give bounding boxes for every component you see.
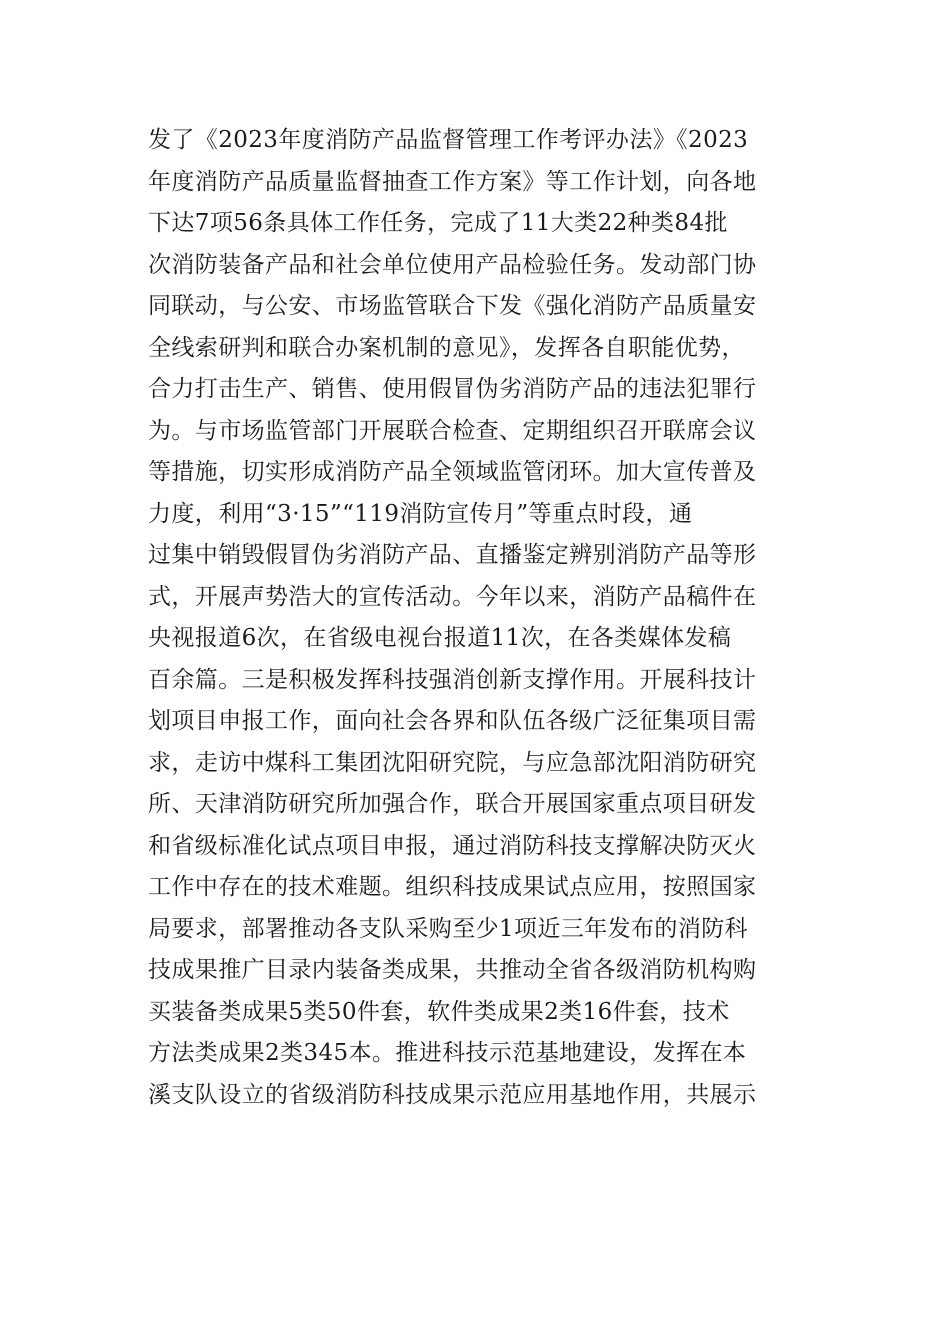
text-line: 等措施，切实形成消防产品全领域监管闭环。加大宣传普及 bbox=[148, 459, 757, 485]
text-line: 全线索研判和联合办案机制的意见》，发挥各自职能优势， bbox=[148, 334, 745, 361]
body-paragraph bbox=[148, 120, 818, 1116]
text-line: 工作中存在的技术难题。组织科技成果试点应用，按照国家 bbox=[148, 874, 757, 900]
text-line: 年度消防产品质量监督抽查工作方案》等工作计划，向各地 bbox=[148, 168, 757, 195]
text-line: 划项目申报工作，面向社会各界和队伍各级广泛征集项目需 bbox=[148, 708, 757, 734]
text-line: 局要求，部署推动各支队采购至少1项近三年发布的消防科 bbox=[148, 915, 749, 942]
text-line: 下达7项56条具体工作任务，完成了11大类22种类84批 bbox=[148, 210, 728, 236]
text-line: 合力打击生产、销售、使用假冒伪劣消防产品的违法犯罪行 bbox=[148, 376, 757, 402]
text-line: 和省级标准化试点项目申报，通过消防科技支撑解决防灭火 bbox=[148, 832, 757, 859]
text-line: 为。与市场监管部门开展联合检查、定期组织召开联席会议 bbox=[148, 417, 757, 444]
text-line: 力度，利用“3·15”“119消防宣传月”等重点时段，通 bbox=[148, 500, 693, 527]
text-line: 次消防装备产品和社会单位使用产品检验任务。发动部门协 bbox=[148, 251, 757, 278]
text-line: 所、天津消防研究所加强合作，联合开展国家重点项目研发 bbox=[148, 791, 757, 817]
text-line: 方法类成果2类345本。推进科技示范基地建设，发挥在本 bbox=[148, 1040, 747, 1066]
text-line: 买装备类成果5类50件套，软件类成果2类16件套，技术 bbox=[148, 998, 730, 1025]
text-line: 溪支队设立的省级消防科技成果示范应用基地作用，共展示 bbox=[148, 1081, 757, 1108]
text-line: 式，开展声势浩大的宣传活动。今年以来，消防产品稿件在 bbox=[148, 583, 757, 610]
text-line: 技成果推广目录内装备类成果，共推动全省各级消防机构购 bbox=[148, 957, 757, 983]
text-line: 发了《2023年度消防产品监督管理工作考评办法》《2023 bbox=[148, 127, 749, 153]
text-line: 百余篇。三是积极发挥科技强消创新支撑作用。开展科技计 bbox=[148, 666, 757, 693]
text-line: 央视报道6次，在省级电视台报道11次，在各类媒体发稿 bbox=[148, 625, 732, 651]
text-line: 过集中销毁假冒伪劣消防产品、直播鉴定辨别消防产品等形 bbox=[148, 542, 757, 568]
text-line: 求，走访中煤科工集团沈阳研究院，与应急部沈阳消防研究 bbox=[148, 749, 757, 776]
text-line: 同联动，与公安、市场监管联合下发《强化消防产品质量安 bbox=[148, 293, 757, 319]
